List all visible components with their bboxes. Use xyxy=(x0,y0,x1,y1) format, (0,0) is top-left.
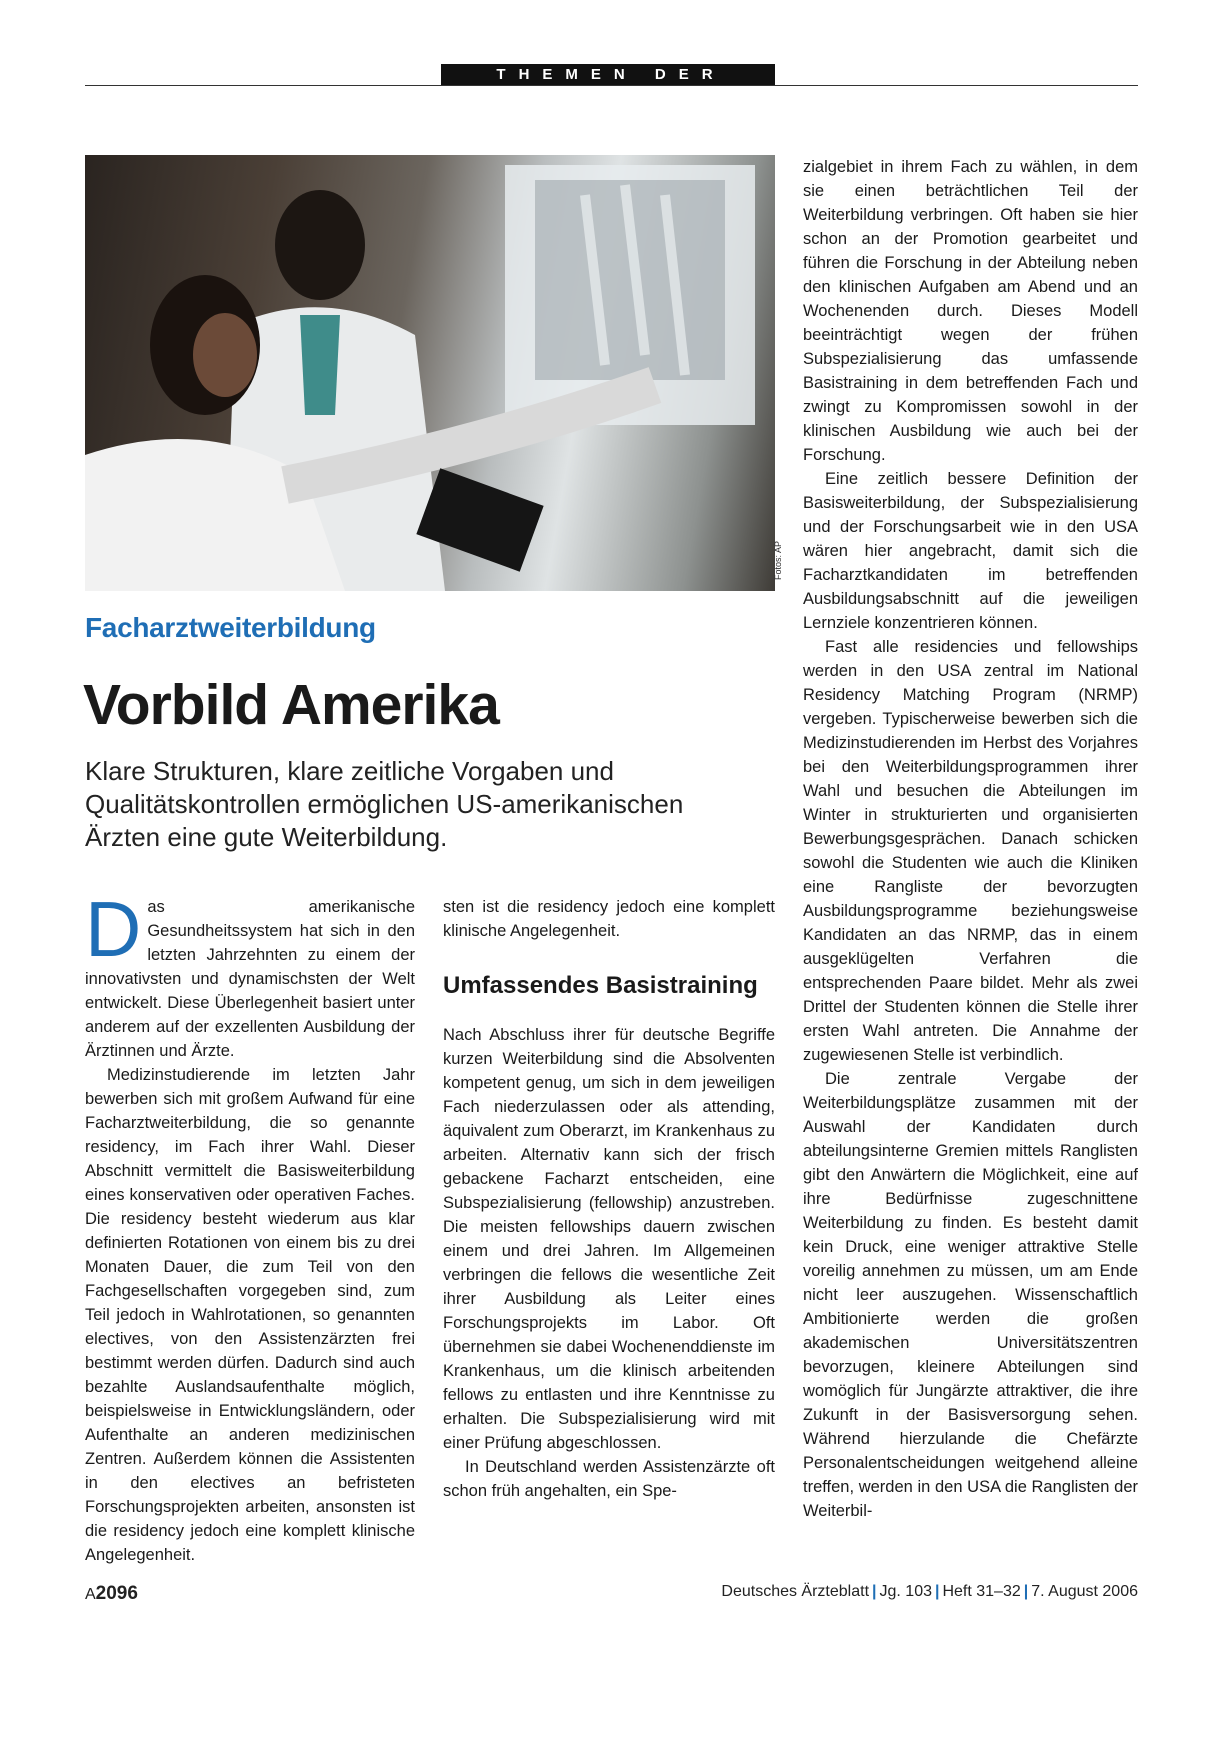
article-kicker: Facharztweiterbildung xyxy=(85,612,376,643)
article-lead: Klare Strukturen, klare zeitliche Vorgaben und Qualitätskontrollen ermöglichen US-amerikanischen Ärzten eine gute Weiterbildung. xyxy=(85,756,684,852)
paragraph-4-continued: zialgebiet in ihrem Fach zu wählen, in dem sie einen beträchtlichen Teil der Weiterbildung verbringen. Oft haben sie hier schon an der Promotion gearbeitet und führen die Forschung in der Abteilung neben den klinischen Aufgaben am Abend und an Wochenenden durch. Dieses Modell beeinträchtigt wegen der frühen Subspezialisierung das umfassende Basistraining in dem betreffenden Fach und zwingt zu Kompromissen sowohl in der klinischen Ausbildung wie auch bei der Forschung. xyxy=(803,158,1138,464)
photo-illustration xyxy=(85,155,775,591)
volume: Jg. 103 xyxy=(879,1583,932,1600)
drop-cap: D xyxy=(85,885,142,973)
scrubs xyxy=(300,315,340,415)
paragraph-2: Medizinstudierende im letzten Jahr bewerben sich mit großem Aufwand für eine Facharztweiterbildung, die so genannte residency, im Fach ihrer Wahl. Dieser Abschnitt vermittelt die Basisweiterbildung eines konservativen oder operativen Faches. Die residency besteht wiederum aus klar definierten Rotationen von einem bis zu drei Monaten Dauer, die zum Teil von den Fachgesellschaften vorgegeben sind, zum Teil jedoch in Wahlrotationen, so genannten electives, von den Assistenzärzten frei bestimmt werden dürfen. Dadurch sind auch bezahlte Auslandsaufenthalte möglich, beispielsweise in Entwicklungsländern, oder Aufenthalte an anderen medizinischen Zentren. Außerdem können die Assistenten in den electives an befristeten Forschungsprojekten arbeiten, ansonsten ist die residency jedoch eine komplett klinische Angelegenheit. xyxy=(85,1066,415,1564)
page-number: 2096 xyxy=(95,1583,138,1604)
paragraph-2-continued: sten ist die residency jedoch eine komplett klinische Angelegenheit. xyxy=(443,898,775,940)
article-headline: Vorbild Amerika xyxy=(83,673,499,737)
page-footer-left xyxy=(85,1583,138,1605)
separator: | xyxy=(1023,1583,1029,1600)
woman-face xyxy=(193,313,257,397)
column-1 xyxy=(85,885,415,1753)
paragraph-intro xyxy=(85,885,415,1063)
photo-credit: Fotos: AP xyxy=(773,540,783,580)
separator: | xyxy=(934,1583,940,1600)
issue: Heft 31–32 xyxy=(942,1583,1021,1600)
article-photo xyxy=(85,155,775,591)
journal-name: Deutsches Ärzteblatt xyxy=(721,1583,870,1600)
column-3 xyxy=(803,155,1138,1523)
paragraph-6: Fast alle residencies und fellowships werden in den USA zentral im National Residency Matching Program (NRMP) vergeben. Typischerweise bewerben sich die Medizinstudierenden im Herbst des Vorjahres bei den Weiterbildungsprogrammen ihrer Wahl und besuchen die Abteilungen im Winter in strukturierten und organisierten Bewerbungsgesprächen. Danach schicken sowohl die Studenten wie auch die Kliniken eine Rangliste der bevorzugten Ausbildungsprogramme beziehungsweise Kandidaten an das NRMP, das in einem ausgeklügelten Verfahren die entsprechenden Paare bildet. Mehr als zwei Drittel der Studenten können die Stelle ihrer ersten Wahl antreten. Die Annahme der zugewiesenen Stelle ist verbindlich. xyxy=(803,638,1138,1064)
subheading: Umfassendes Basistraining xyxy=(443,972,758,999)
paragraph-1-text: as amerikanische Gesundheitssystem hat sich in den letzten Jahrzehnten zu einem der innovativsten und dynamischsten der Welt entwickelt. Diese Überlegenheit basiert unter anderem auf der exzellenten Ausbildung der Ärztinnen und Ärzte. xyxy=(85,898,415,1060)
column-2 xyxy=(443,895,775,1503)
paragraph-5: Eine zeitlich bessere Definition der Basisweiterbildung, der Subspezialisierung und der Forschungsarbeit wie in den USA wären hier angebracht, damit sich die Facharztkandidaten im betreffenden Ausbildungsabschnitt auf die jeweiligen Lernziele konzentrieren können. xyxy=(803,470,1138,632)
paragraph-3: Nach Abschluss ihrer für deutsche Begriffe kurzen Weiterbildung sind die Absolventen kompetent genug, um sich in dem jeweiligen Fach niederzulassen oder als attending, äquivalent zum Oberarzt, im Krankenhaus zu arbeiten. Alternativ kann sich der frisch gebackene Facharzt entscheiden, eine Subspezialisierung (fellowship) anzustreben. Die meisten fellowships dauern zwischen einem und drei Jahren. Im Allgemeinen verbringen die fellows die wesentliche Zeit ihrer Ausbildung als Leiter eines Forschungsprojekts im Labor. Oft übernehmen sie dabei Wochenenddienste im Krankenhaus, um die klinisch arbeitenden fellows zu entlasten und ihre Kenntnisse zu erhalten. Die Subspezialisierung wird mit einer Prüfung abgeschlossen. xyxy=(443,1026,775,1452)
paragraph-7: Die zentrale Vergabe der Weiterbildungsplätze zusammen mit der Auswahl der Kandidaten durch abteilungsinterne Gremien mittels Ranglisten gibt den Anwärtern die Möglichkeit, eine auf ihre Bedürfnisse zugeschnittene Weiterbildung zu finden. Es besteht damit kein Druck, eine weniger attraktive Stelle voreilig annehmen zu müssen, um am Ende nicht leer auszugehen. Wissenschaftlich Ambitionierte werden die großen akademischen Universitätszentren bevorzugen, kleinere Abteilungen sind womöglich für Jungärzte attraktiver, die ihre Zukunft in der Basisversorgung sehen. Während hierzulande die Chefärzte Personalentscheidungen weitgehend alleine treffen, werden in den USA die Ranglisten der Weiterbil- xyxy=(803,1070,1138,1520)
page-footer-right xyxy=(721,1583,1138,1601)
separator: | xyxy=(872,1583,877,1600)
paragraph-4-start: In Deutschland werden Assistenzärzte oft schon früh angehalten, ein Spe- xyxy=(443,1458,775,1500)
issue-date: 7. August 2006 xyxy=(1031,1583,1138,1600)
page-prefix: A xyxy=(85,1586,96,1603)
section-banner: THEMEN DER ZEIT xyxy=(441,64,775,85)
doctor-head xyxy=(275,190,365,300)
